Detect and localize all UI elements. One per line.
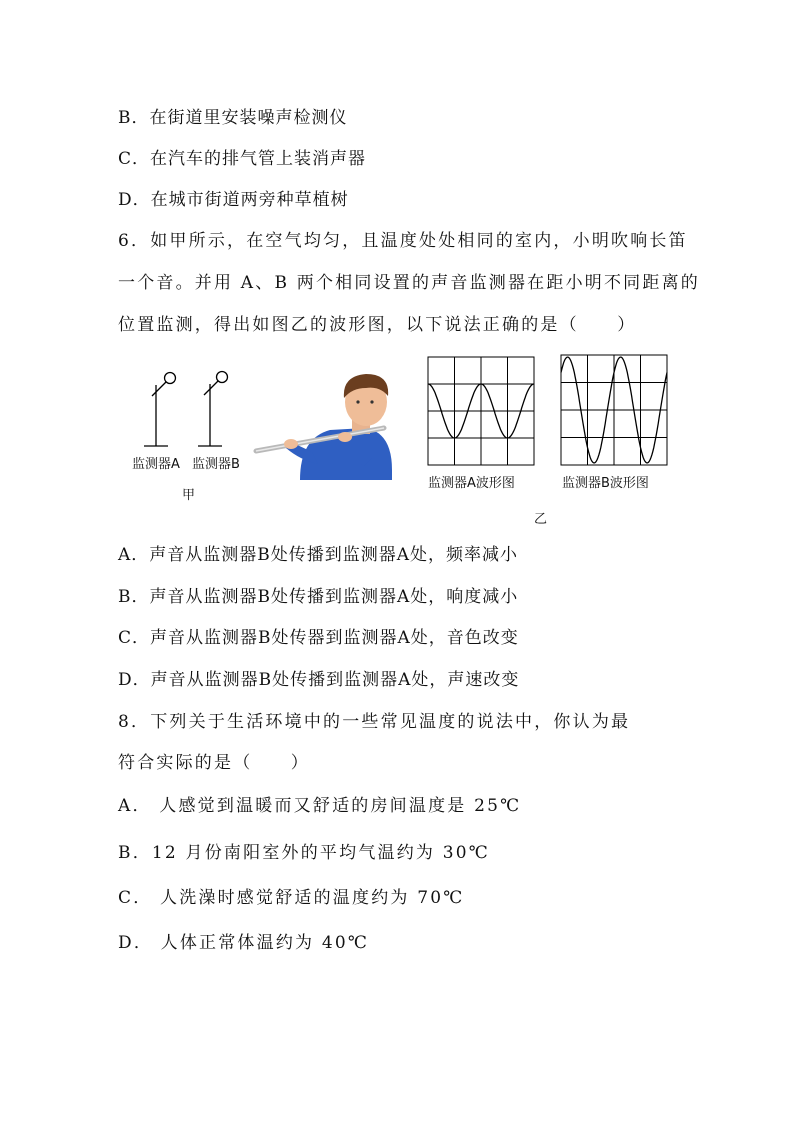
q8-option-d: D． 人体正常体温约为 40℃: [118, 933, 370, 953]
figure-yi-label: 乙: [534, 512, 548, 527]
wave-a-caption: 监测器A波形图: [428, 476, 515, 491]
q5-option-c: C．在汽车的排气管上装消声器: [118, 149, 367, 169]
monitor-a-icon: [144, 373, 176, 447]
monitor-a-label: 监测器A: [132, 457, 180, 472]
wave-b-caption: 监测器B波形图: [562, 476, 649, 491]
q8-option-c: C． 人洗澡时感觉舒适的温度约为 70℃: [118, 888, 465, 908]
q5-option-b: B．在街道里安装噪声检测仪: [118, 108, 348, 128]
q6-stem-line-1: 6．如甲所示，在空气均匀，且温度处处相同的室内，小明吹响长笛: [118, 231, 688, 251]
flute-player-illustration: [256, 374, 392, 480]
wave-a-grid: [428, 357, 534, 465]
q6-option-b: B．声音从监测器B处传播到监测器A处，响度减小: [118, 587, 519, 607]
figure-drawing: [0, 0, 794, 540]
q8-stem-line-1: 8．下列关于生活环境中的一些常见温度的说法中，你认为最: [118, 712, 631, 732]
q8-option-a: A． 人感觉到温暖而又舒适的房间温度是 25℃: [118, 796, 522, 816]
q8-option-b: B．12 月份南阳室外的平均气温约为 30℃: [118, 843, 490, 863]
q6-stem-line-3: 位置监测，得出如图乙的波形图，以下说法正确的是（ ）: [118, 315, 637, 335]
monitor-b-label: 监测器B: [192, 457, 240, 472]
q6-option-c: C．声音从监测器B处传器到监测器A处，音色改变: [118, 628, 519, 648]
q5-option-d: D．在城市街道两旁种草植树: [118, 190, 349, 210]
monitor-b-icon: [198, 372, 228, 447]
q8-stem-line-2: 符合实际的是（ ）: [118, 753, 310, 773]
q6-stem-line-2: 一个音。并用 A、B 两个相同设置的声音监测器在距小明不同距离的: [118, 273, 700, 293]
figure-jia-label: 甲: [182, 488, 196, 503]
q6-option-d: D．声音从监测器B处传播到监测器A处，声速改变: [118, 670, 520, 690]
q6-option-a: A．声音从监测器B处传播到监测器A处，频率减小: [118, 545, 519, 565]
